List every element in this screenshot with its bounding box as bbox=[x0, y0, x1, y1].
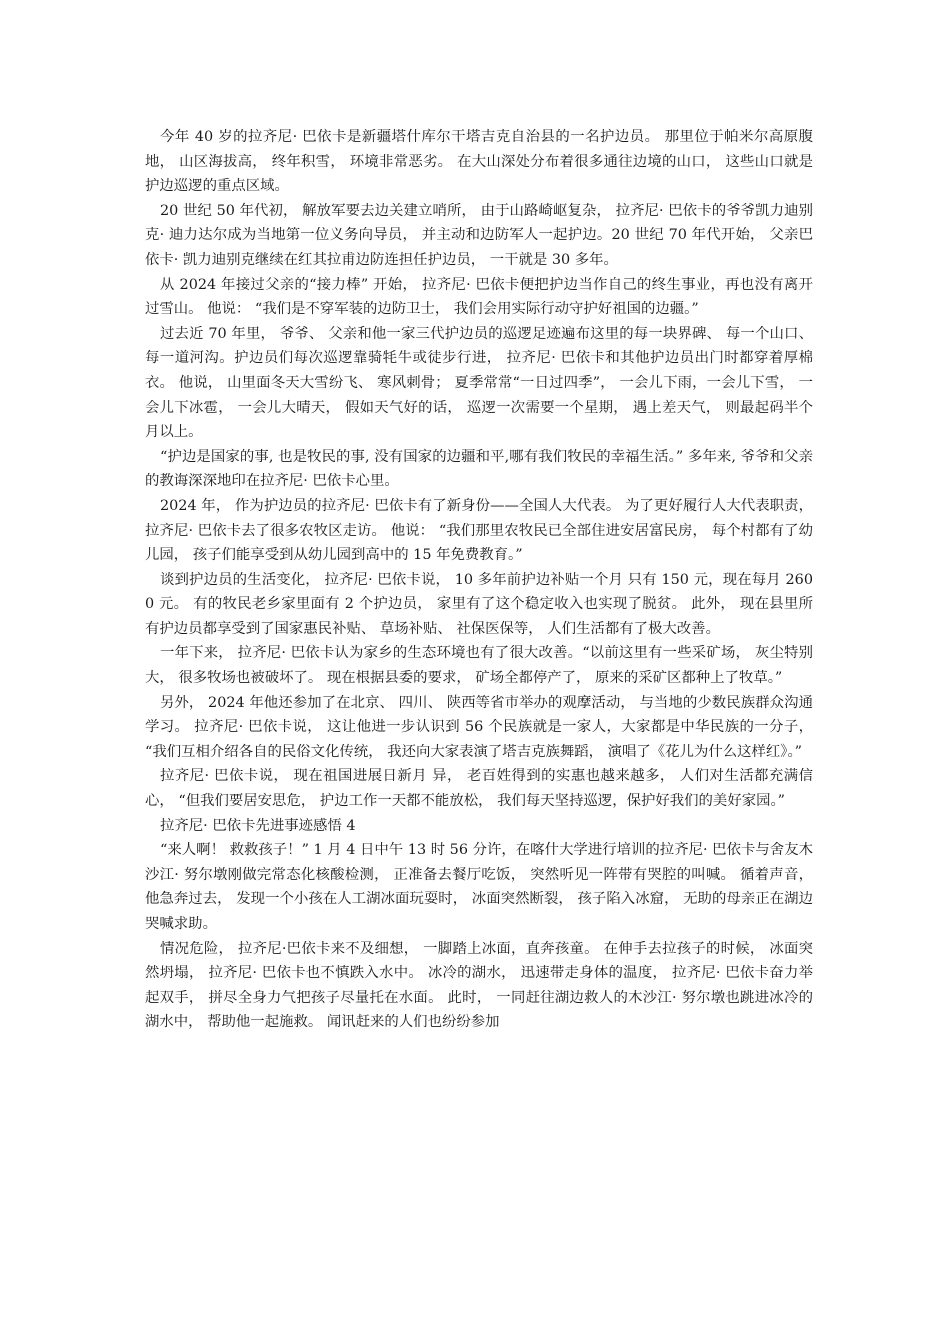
paragraph: 20 世纪 50 年代初， 解放军要去边关建立哨所， 由于山路崎岖复杂， 拉齐尼· 巴依卡的爷爷凯力迪别克· 迪力达尔成为当地第一位义务向导员， 并主动和边防军人一起护边。20 世纪 70 年代开始， 父亲巴依卡· 凯力迪别克继续在红其拉甫边防连担任护边员， 一干就是 30 多年。 bbox=[145, 202, 813, 268]
paragraph: “来人啊！ 救救孩子！” 1 月 4 日中午 13 时 56 分许，在喀什大学进行培训的拉齐尼· 巴依卡与舍友木沙江· 努尔墩刚做完常态化核酸检测， 正准备去餐厅吃饭， 突然听见一阵带有哭腔的叫喊。 循着声音， 他急奔过去， 发现一个小孩在人工湖冰面玩耍时， 冰面突然断裂， 孩子陷入冰窟， 无助的母亲正在湖边哭喊求助。 bbox=[145, 842, 813, 932]
paragraph: 今年 40 岁的拉齐尼· 巴依卡是新疆塔什库尔干塔吉克自治县的一名护边员。 那里位于帕米尔高原腹地， 山区海拔高， 终年积雪， 环境非常恶劣。 在大山深处分布着很多通往边境的山口， 这些山口就是护边巡逻的重点区域。 bbox=[145, 129, 813, 195]
paragraph: “护边是国家的事, 也是牧民的事, 没有国家的边疆和平,哪有我们牧民的幸福生活。” 多年来, 爷爷和父亲的教诲深深地印在拉齐尼· 巴依卡心里。 bbox=[145, 448, 813, 490]
paragraph: 从 2024 年接过父亲的“接力棒” 开始， 拉齐尼· 巴依卡便把护边当作自己的终生事业，再也没有离开过雪山。 他说： “我们是不穿军装的边防卫士， 我们会用实际行动守护好祖国的边疆。” bbox=[145, 276, 813, 318]
section-heading: 拉齐尼· 巴依卡先进事迹感悟 4 bbox=[160, 817, 356, 834]
paragraph: 过去近 70 年里， 爷爷、 父亲和他一家三代护边员的巡逻足迹遍布这里的每一块界碑、 每一个山口、 每一道河沟。护边员们每次巡逻靠骑牦牛或徒步行进， 拉齐尼· 巴依卡和其他护边员出门时都穿着厚棉衣。 他说， 山里面冬天大雪纷飞、 寒风刺骨； 夏季常常“一日过四季”， 一会儿下雨，一会儿下雪， 一会儿下冰雹， 一会儿大晴天， 假如天气好的话， 巡逻一次需要一个星期， 遇上差天气， 则最起码半个月以上。 bbox=[145, 325, 813, 441]
paragraph: 谈到护边员的生活变化， 拉齐尼· 巴依卡说， 10 多年前护边补贴一个月 只有 150 元，现在每月 2600 元。 有的牧民老乡家里面有 2 个护边员， 家里有了这个稳定收入也实现了脱贫。 此外， 现在县里所有护边员都享受到了国家惠民补贴、 草场补贴、 社保医保等， 人们生活都有了极大改善。 bbox=[145, 571, 813, 637]
document-body bbox=[145, 125, 813, 1035]
paragraph: 情况危险， 拉齐尼·巴依卡来不及细想， 一脚踏上冰面，直奔孩童。 在伸手去拉孩子的时候， 冰面突然坍塌， 拉齐尼· 巴依卡也不慎跌入水中。 冰冷的湖水， 迅速带走身体的温度， 拉齐尼· 巴依卡奋力举起双手， 拼尽全身力气把孩子尽量托在水面。 此时， 一同赶往湖边救人的木沙江· 努尔墩也跳进冰冷的湖水中， 帮助他一起施救。 闻讯赶来的人们也纷纷参加 bbox=[145, 940, 813, 1031]
paragraph: 一年下来， 拉齐尼· 巴依卡认为家乡的生态环境也有了很大改善。“以前这里有一些采矿场， 灰尘特别大， 很多牧场也被破坏了。 现在根据县委的要求， 矿场全都停产了， 原来的采矿区都种上了牧草。” bbox=[145, 645, 813, 687]
paragraph: 拉齐尼· 巴依卡说， 现在祖国进展日新月 异， 老百姓得到的实惠也越来越多， 人们对生活都充满信心， “但我们要居安思危， 护边工作一天都不能放松， 我们每天坚持巡逻，保护好我们的美好家园。” bbox=[145, 768, 813, 810]
paragraph: 2024 年， 作为护边员的拉齐尼· 巴依卡有了新身份——全国人大代表。 为了更好履行人大代表职责， 拉齐尼· 巴依卡去了很多农牧区走访。 他说： “我们那里农牧民已全部住进安居富民房， 每个村都有了幼儿园， 孩子们能享受到从幼儿园到高中的 15 年免费教育。” bbox=[145, 497, 813, 564]
paragraph: 另外， 2024 年他还参加了在北京、 四川、 陕西等省市举办的观摩活动， 与当地的少数民族群众沟通学习。 拉齐尼· 巴依卡说， 这让他进一步认识到 56 个民族就是一家人，大家都是中华民族的一分子， “我们互相介绍各自的民俗文化传统， 我还向大家表演了塔吉克族舞蹈， 演唱了《花儿为什么这样红》。” bbox=[145, 694, 813, 760]
